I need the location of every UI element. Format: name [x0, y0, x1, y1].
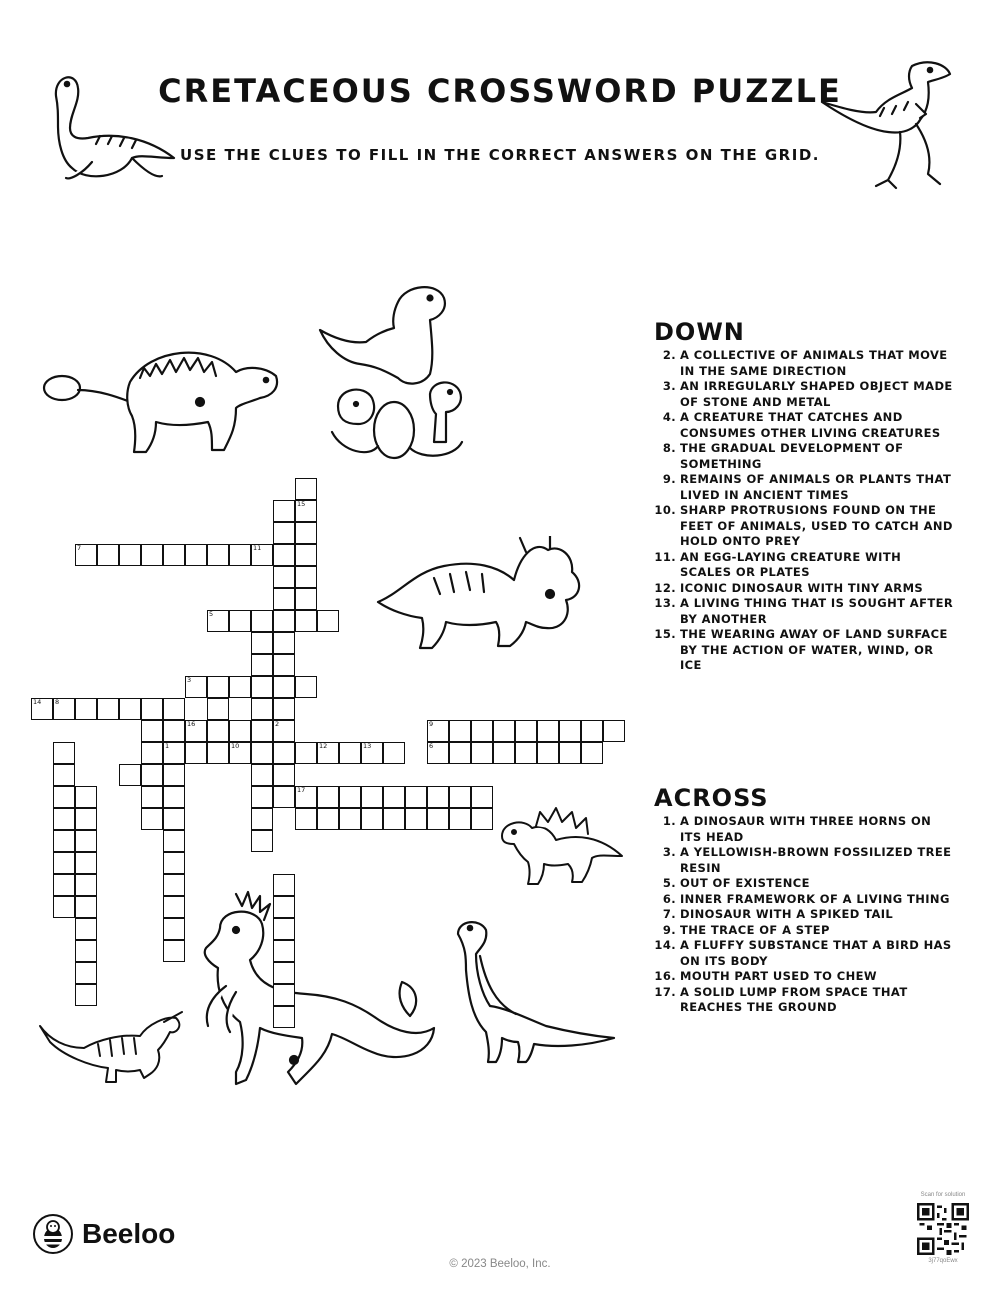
- crossword-cell[interactable]: [273, 720, 295, 742]
- crossword-cell[interactable]: [273, 500, 295, 522]
- crossword-cell[interactable]: [75, 984, 97, 1006]
- crossword-cell[interactable]: [427, 742, 449, 764]
- bee-icon: [32, 1213, 74, 1255]
- crossword-cell[interactable]: [339, 742, 361, 764]
- crossword-cell[interactable]: [559, 720, 581, 742]
- crossword-cell[interactable]: [449, 720, 471, 742]
- crossword-cell[interactable]: [163, 764, 185, 786]
- crossword-cell[interactable]: [273, 632, 295, 654]
- crossword-cell[interactable]: [449, 808, 471, 830]
- crossword-cell[interactable]: [361, 786, 383, 808]
- crossword-cell[interactable]: [361, 742, 383, 764]
- across-clue-list: [654, 814, 954, 1016]
- crossword-cell[interactable]: [53, 830, 75, 852]
- clue-item: 2. A COLLECTIVE OF ANIMALS THAT MOVE IN THE SAME DIRECTION: [662, 348, 948, 378]
- clue-number: 13: [363, 742, 372, 750]
- crossword-cell[interactable]: [273, 918, 295, 940]
- crossword-cell[interactable]: [273, 566, 295, 588]
- crossword-cell[interactable]: [251, 654, 273, 676]
- crossword-cell[interactable]: [163, 896, 185, 918]
- crossword-cell[interactable]: [537, 720, 559, 742]
- crossword-cell[interactable]: [581, 720, 603, 742]
- plesiosaur-illustration: [36, 66, 186, 190]
- crossword-cell[interactable]: [75, 544, 97, 566]
- crossword-cell[interactable]: [31, 698, 53, 720]
- clue-item: 4. A CREATURE THAT CATCHES AND CONSUMES OTHER LIVING CREATURES: [662, 410, 941, 440]
- crossword-cell[interactable]: [295, 742, 317, 764]
- clue-item: 11. AN EGG-LAYING CREATURE WITH SCALES OR PLATES: [654, 549, 902, 579]
- clue-number: 10: [231, 742, 240, 750]
- crossword-cell[interactable]: [251, 764, 273, 786]
- crossword-cell[interactable]: [119, 764, 141, 786]
- brachiosaurus-illustration: [446, 914, 618, 1064]
- clue-item: 15. THE WEARING AWAY OF LAND SURFACE BY THE ACTION OF WATER, WIND, OR ICE: [654, 627, 948, 672]
- crossword-cell[interactable]: [251, 720, 273, 742]
- crossword-cell[interactable]: [163, 720, 185, 742]
- crossword-cell[interactable]: [295, 610, 317, 632]
- clue-number: 9: [429, 720, 434, 728]
- crossword-cell[interactable]: [53, 808, 75, 830]
- clue-item: 16. MOUTH PART USED TO CHEW: [654, 969, 877, 983]
- crossword-cell[interactable]: [559, 742, 581, 764]
- crossword-cell[interactable]: [185, 544, 207, 566]
- crossword-cell[interactable]: [53, 786, 75, 808]
- across-clues: [654, 784, 954, 1016]
- crossword-cell[interactable]: [163, 742, 185, 764]
- down-clues: [654, 318, 954, 674]
- crossword-cell[interactable]: [273, 742, 295, 764]
- qr-label: Scan for solution: [920, 1192, 966, 1198]
- qr-code-icon[interactable]: [917, 1203, 969, 1255]
- crossword-cell[interactable]: [493, 742, 515, 764]
- crossword-cell[interactable]: [251, 742, 273, 764]
- crossword-cell[interactable]: [53, 698, 75, 720]
- down-heading: DOWN: [654, 318, 745, 346]
- clue-item: 17. A SOLID LUMP FROM SPACE THAT REACHES THE GROUND: [654, 984, 908, 1014]
- crossword-cell[interactable]: [273, 874, 295, 896]
- crossword-cell[interactable]: [515, 742, 537, 764]
- clue-item: 9. REMAINS OF ANIMALS OR PLANTS THAT LIVED IN ANCIENT TIMES: [662, 472, 952, 502]
- crossword-cell[interactable]: [471, 808, 493, 830]
- crossword-cell[interactable]: [273, 698, 295, 720]
- crossword-cell[interactable]: [295, 786, 317, 808]
- clue-item: 6. INNER FRAMEWORK OF A LIVING THING: [662, 891, 950, 906]
- crossword-cell[interactable]: [273, 764, 295, 786]
- crossword-cell[interactable]: [339, 786, 361, 808]
- clue-number: 16: [187, 720, 196, 728]
- parasaurolophus-illustration: [36, 1004, 186, 1086]
- raptor-illustration: [816, 58, 966, 204]
- dino-family-illustration: [314, 282, 474, 464]
- clue-item: 1. A DINOSAUR WITH THREE HORNS ON ITS HEAD: [662, 814, 932, 844]
- crossword-cell[interactable]: [427, 808, 449, 830]
- crossword-cell[interactable]: [471, 720, 493, 742]
- crossword-cell[interactable]: [273, 522, 295, 544]
- crossword-cell[interactable]: [207, 544, 229, 566]
- clue-item: 3. A YELLOWISH-BROWN FOSSILIZED TREE RESIN: [662, 845, 952, 875]
- crossword-cell[interactable]: [251, 808, 273, 830]
- crossword-cell[interactable]: [383, 808, 405, 830]
- instructions: USE THE CLUES TO FILL IN THE CORRECT ANSWERS ON THE GRID.: [180, 146, 820, 164]
- crossword-cell[interactable]: [53, 896, 75, 918]
- crossword-cell[interactable]: [75, 874, 97, 896]
- crossword-cell[interactable]: [163, 852, 185, 874]
- crossword-cell[interactable]: [229, 610, 251, 632]
- crossword-cell[interactable]: [229, 742, 251, 764]
- crossword-cell[interactable]: [97, 698, 119, 720]
- crossword-cell[interactable]: [75, 786, 97, 808]
- crossword-cell[interactable]: [75, 918, 97, 940]
- clue-item: 14. A FLUFFY SUBSTANCE THAT A BIRD HAS ON ITS BODY: [654, 938, 952, 968]
- clue-number: 3: [187, 676, 192, 684]
- crossword-cell[interactable]: [295, 676, 317, 698]
- crossword-cell[interactable]: [405, 808, 427, 830]
- crossword-cell[interactable]: [163, 698, 185, 720]
- clue-item: 12. ICONIC DINOSAUR WITH TINY ARMS: [654, 580, 924, 595]
- clue-number: 15: [297, 500, 306, 508]
- crossword-cell[interactable]: [163, 874, 185, 896]
- triceratops-illustration: [374, 536, 584, 658]
- crossword-cell[interactable]: [207, 742, 229, 764]
- crossword-cell[interactable]: [207, 720, 229, 742]
- crossword-cell[interactable]: [295, 588, 317, 610]
- crossword-cell[interactable]: [317, 786, 339, 808]
- crossword-cell[interactable]: [75, 896, 97, 918]
- clue-item: 7. DINOSAUR WITH A SPIKED TAIL: [662, 907, 894, 921]
- crossword-cell[interactable]: [141, 698, 163, 720]
- crossword-cell[interactable]: [251, 786, 273, 808]
- crossword-cell[interactable]: [471, 786, 493, 808]
- crossword-cell[interactable]: [515, 720, 537, 742]
- crossword-cell[interactable]: [273, 654, 295, 676]
- crossword-cell[interactable]: [581, 742, 603, 764]
- crossword-cell[interactable]: [273, 610, 295, 632]
- clue-item: 9. THE TRACE OF A STEP: [662, 922, 830, 937]
- clue-item: 3. AN IRREGULARLY SHAPED OBJECT MADE OF STONE AND METAL: [662, 379, 953, 409]
- clue-number: 11: [253, 544, 262, 552]
- crossword-cell[interactable]: [251, 632, 273, 654]
- crossword-cell[interactable]: [273, 984, 295, 1006]
- copyright: © 2023 Beeloo, Inc.: [449, 1258, 551, 1270]
- crossword-cell[interactable]: [163, 808, 185, 830]
- crossword-cell[interactable]: [53, 742, 75, 764]
- crossword-cell[interactable]: [141, 808, 163, 830]
- crossword-cell[interactable]: [273, 962, 295, 984]
- page-title: CRETACEOUS CROSSWORD PUZZLE: [158, 72, 842, 110]
- crossword-cell[interactable]: [251, 698, 273, 720]
- feathered-dinosaur-illustration: [196, 888, 440, 1098]
- crossword-cell[interactable]: [207, 610, 229, 632]
- crossword-cell[interactable]: [141, 786, 163, 808]
- crossword-cell[interactable]: [185, 720, 207, 742]
- crossword-cell[interactable]: [163, 940, 185, 962]
- clue-number: 8: [55, 698, 60, 706]
- crossword-cell[interactable]: [295, 808, 317, 830]
- crossword-cell[interactable]: [537, 742, 559, 764]
- crossword-cell[interactable]: [295, 500, 317, 522]
- down-clue-list: [654, 348, 954, 674]
- stegosaurus-illustration: [496, 806, 628, 888]
- clue-item: 8. THE GRADUAL DEVELOPMENT OF SOMETHING: [662, 441, 904, 471]
- brand-logo: [32, 1213, 175, 1255]
- clue-number: 2: [275, 720, 280, 728]
- crossword-cell[interactable]: [273, 786, 295, 808]
- crossword-cell[interactable]: [251, 610, 273, 632]
- crossword-cell[interactable]: [449, 786, 471, 808]
- crossword-cell[interactable]: [273, 1006, 295, 1028]
- crossword-cell[interactable]: [427, 720, 449, 742]
- crossword-cell[interactable]: [75, 698, 97, 720]
- crossword-cell[interactable]: [361, 808, 383, 830]
- crossword-cell[interactable]: [75, 852, 97, 874]
- clue-number: 1: [165, 742, 170, 750]
- crossword-cell[interactable]: [273, 676, 295, 698]
- crossword-cell[interactable]: [141, 720, 163, 742]
- crossword-cell[interactable]: [251, 544, 273, 566]
- crossword-cell[interactable]: [163, 830, 185, 852]
- clue-number: 7: [77, 544, 82, 552]
- crossword-cell[interactable]: [53, 852, 75, 874]
- crossword-cell[interactable]: [603, 720, 625, 742]
- crossword-cell[interactable]: [449, 742, 471, 764]
- crossword-cell[interactable]: [185, 742, 207, 764]
- crossword-cell[interactable]: [75, 808, 97, 830]
- clue-number: 12: [319, 742, 328, 750]
- crossword-cell[interactable]: [317, 742, 339, 764]
- crossword-cell[interactable]: [229, 720, 251, 742]
- clue-number: 17: [297, 786, 306, 794]
- crossword-cell[interactable]: [405, 786, 427, 808]
- crossword-cell[interactable]: [141, 764, 163, 786]
- crossword-cell[interactable]: [427, 786, 449, 808]
- crossword-cell[interactable]: [471, 742, 493, 764]
- crossword-cell[interactable]: [339, 808, 361, 830]
- crossword-cell[interactable]: [295, 478, 317, 500]
- crossword-cell[interactable]: [207, 676, 229, 698]
- brand-name: Beeloo: [82, 1218, 176, 1249]
- crossword-cell[interactable]: [163, 918, 185, 940]
- qr-code-id: 3j77qoEwx: [928, 1258, 958, 1264]
- ankylosaurus-illustration: [40, 342, 286, 466]
- clue-item: 13. A LIVING THING THAT IS SOUGHT AFTER BY ANOTHER: [654, 596, 954, 626]
- crossword-cell[interactable]: [97, 544, 119, 566]
- across-heading: ACROSS: [654, 784, 769, 812]
- clue-number: 5: [209, 610, 214, 618]
- crossword-cell[interactable]: [273, 940, 295, 962]
- crossword-cell[interactable]: [119, 544, 141, 566]
- crossword-cell[interactable]: [75, 962, 97, 984]
- crossword-cell[interactable]: [207, 698, 229, 720]
- crossword-cell[interactable]: [317, 610, 339, 632]
- crossword-cell[interactable]: [317, 808, 339, 830]
- crossword-cell[interactable]: [251, 830, 273, 852]
- clue-item: 5. OUT OF EXISTENCE: [662, 876, 810, 890]
- crossword-cell[interactable]: [273, 896, 295, 918]
- crossword-cell[interactable]: [185, 676, 207, 698]
- crossword-cell[interactable]: [53, 874, 75, 896]
- crossword-cell[interactable]: [383, 786, 405, 808]
- crossword-cell[interactable]: [383, 742, 405, 764]
- crossword-cell[interactable]: [119, 698, 141, 720]
- crossword-cell[interactable]: [141, 544, 163, 566]
- crossword-cell[interactable]: [273, 544, 295, 566]
- crossword-cell[interactable]: [141, 742, 163, 764]
- crossword-cell[interactable]: [75, 830, 97, 852]
- crossword-cell[interactable]: [251, 676, 273, 698]
- crossword-cell[interactable]: [229, 544, 251, 566]
- crossword-cell[interactable]: [295, 522, 317, 544]
- crossword-cell[interactable]: [493, 720, 515, 742]
- crossword-cell[interactable]: [163, 544, 185, 566]
- crossword-cell[interactable]: [295, 566, 317, 588]
- crossword-cell[interactable]: [53, 764, 75, 786]
- clue-number: 14: [33, 698, 42, 706]
- crossword-cell[interactable]: [229, 676, 251, 698]
- crossword-cell[interactable]: [163, 786, 185, 808]
- crossword-cell[interactable]: [75, 940, 97, 962]
- clue-number: 6: [429, 742, 434, 750]
- crossword-cell[interactable]: [295, 544, 317, 566]
- clue-item: 10. SHARP PROTRUSIONS FOUND ON THE FEET OF ANIMALS, USED TO CATCH AND HOLD ONTO PREY: [654, 503, 953, 548]
- crossword-cell[interactable]: [273, 588, 295, 610]
